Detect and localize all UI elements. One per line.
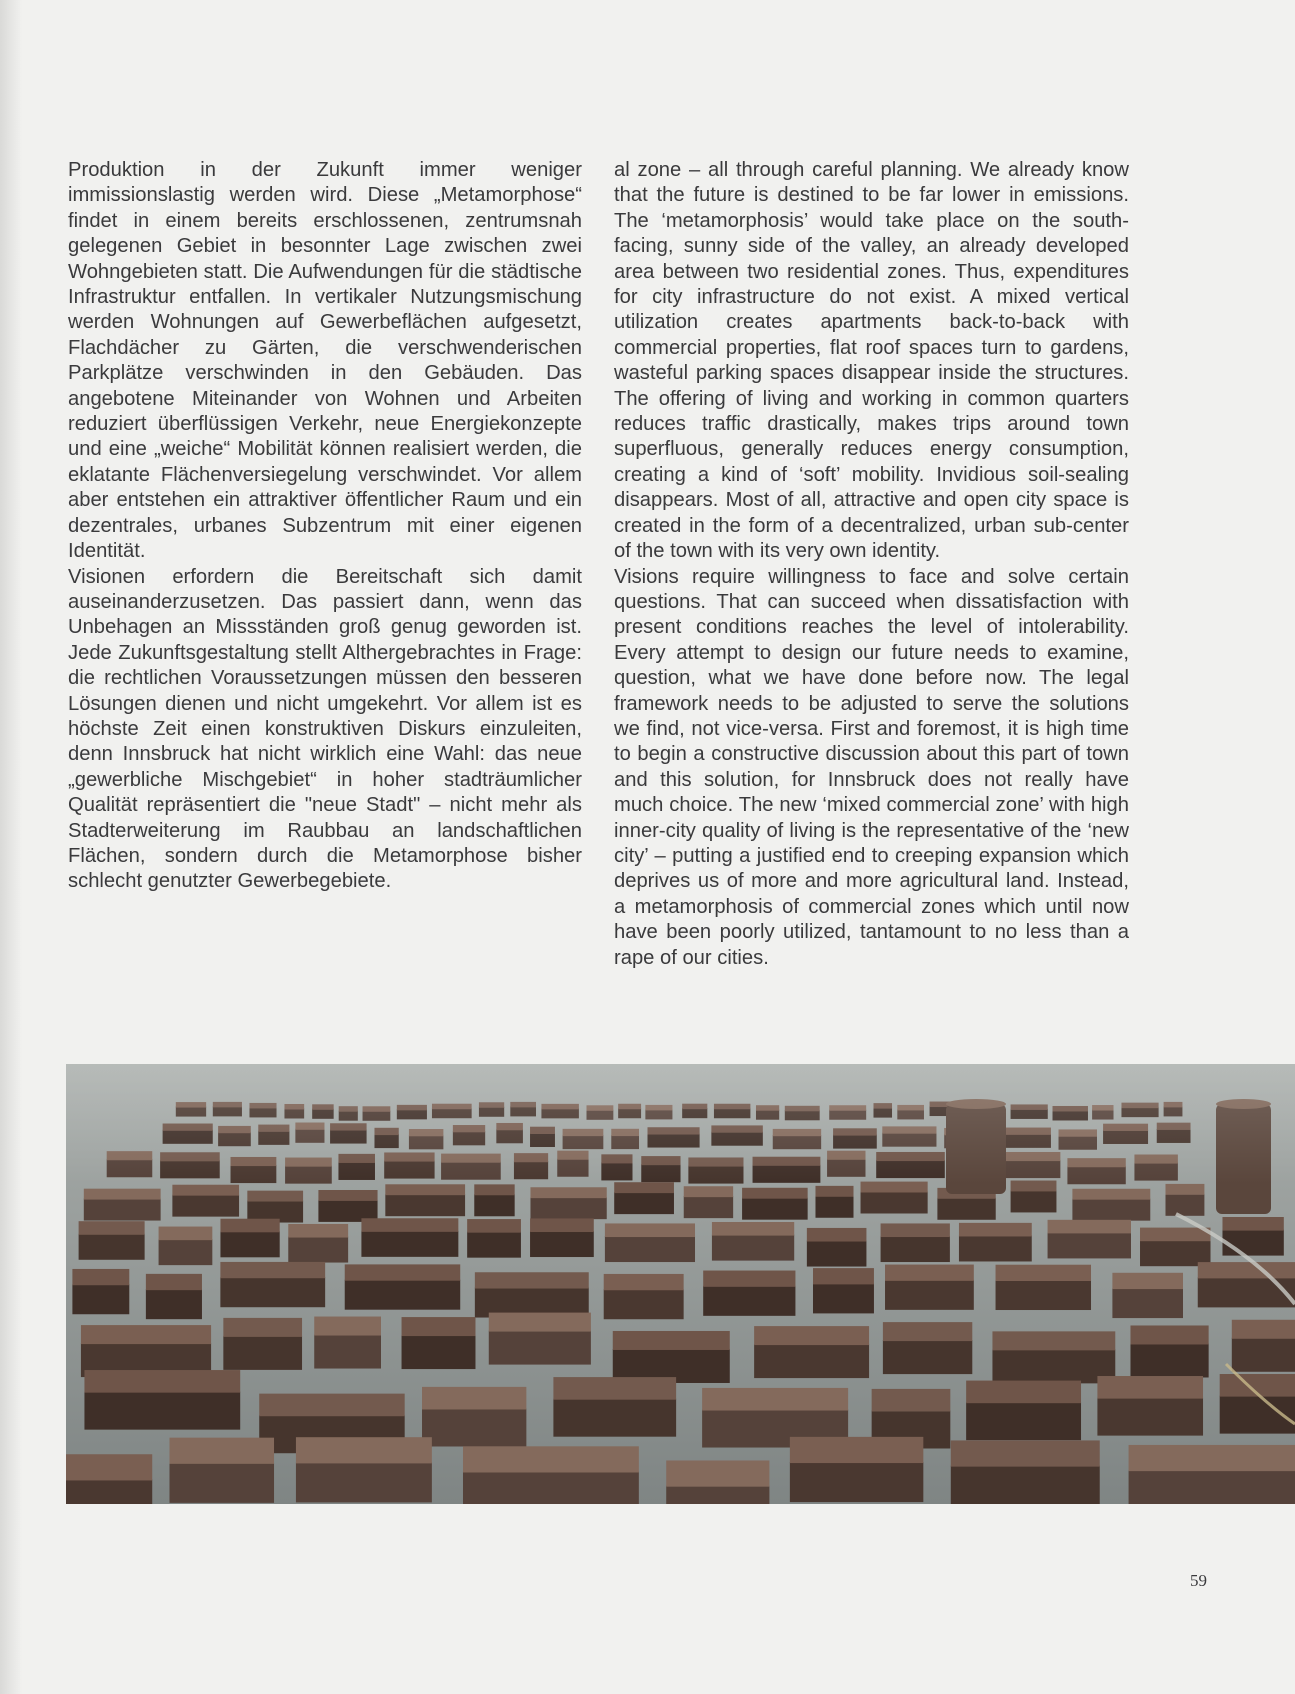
model-building-roof [807,1228,867,1242]
model-building-roof [959,1223,1032,1237]
model-building-roof [247,1191,303,1202]
model-building-side [712,1235,794,1261]
model-building-side [790,1462,923,1502]
model-building-roof [475,1272,589,1288]
model-building-side [885,1280,974,1310]
model-building-roof [712,1222,794,1236]
model-building-roof [79,1221,145,1235]
model-building-side [604,1289,684,1319]
model-building-roof [885,1265,974,1281]
model-building-roof [790,1437,923,1463]
model-building-side [959,1235,1032,1261]
model-building-roof [1130,1325,1208,1344]
model-building-roof [530,1218,594,1232]
model-building-side [1165,1194,1204,1216]
model-building-side [530,1231,594,1257]
model-building-roof [385,1184,465,1195]
model-building-roof [66,1454,152,1480]
model-building-side [84,1199,161,1221]
model-building-side [966,1402,1081,1440]
model-building-side [530,1197,606,1219]
model-building-side [220,1231,279,1257]
model-building-side [861,1191,928,1213]
model-building-side [1198,1277,1295,1307]
model-building-roof [159,1227,213,1241]
model-building-roof [223,1318,302,1337]
model-building-side [1011,1190,1057,1212]
model-building-side [385,1194,465,1216]
model-building-roof [742,1188,808,1199]
model-building-roof [345,1264,460,1280]
model-building-roof [754,1326,869,1345]
model-building-roof [703,1271,795,1287]
model-building-roof [296,1437,432,1463]
model-building-roof [996,1265,1091,1281]
model-building-side [169,1463,274,1503]
model-building-side [666,1486,769,1504]
model-building-roof [1097,1376,1203,1399]
english-paragraph-1: al zone – all through careful planning. We already know that the future is destined to be far lower in emissions. The ‘metamorphosis’ would take place on the south-facing, sunny side of the valley, an already developed area between two residential zones. Thus, expenditures for city infrastructure do not exist. A mixed vertical utilization creates apartments back-to-back with commercial properties, flat roof spaces turn to gardens, wasteful parking spaces disappear inside the structures. The offering of living and working in common quarters reduces traffic drastically, makes trips around town superfluous, generally reduces energy consumption, creating a kind of ‘soft’ mobility. Invidious soil-sealing disappears. Most of all, attractive and open city space is created in the form of a decentralized, urban sub-center of the town with its very own identity. [614,159,1129,563]
model-building-roof [1165,1184,1204,1195]
model-building-roof [463,1446,639,1472]
german-text-column [68,158,582,895]
model-building-roof [361,1218,458,1232]
model-building-side [813,1283,874,1313]
model-building-side [754,1344,869,1378]
model-building-side [1222,1230,1283,1256]
model-building-roof [1140,1228,1210,1242]
model-building-roof [605,1223,695,1237]
model-building-side [474,1194,514,1216]
model-building-side [463,1472,639,1504]
english-paragraph-2: Visions require willingness to face and solve certain questions. That can succeed when dissatisfaction with present conditions reaches the level of intolerability. Every attempt to design our future needs to examine, question, what we have done before now. The legal framework needs to be adjusted to serve the solutions we find, not vice-versa. First and foremost, it is high time to begin a constructive discussion about this part of town and this solution, for Innsbruck does not really have much choice. The new ‘mixed commercial zone’ with high inner-city quality of living is the representative of the ‘new city’ – putting a justified end to creeping expansion which deprives us of more and more agricultural land. Instead, a metamorphosis of commercial zones which until now have been poorly utilized, tantamount to no less than a rape of our cities. [614,565,1129,969]
page-number: 59 [1190,1571,1207,1590]
book-gutter-shadow [0,0,22,1694]
model-building-side [467,1232,521,1258]
model-building-side [1097,1398,1203,1436]
model-building-side [296,1462,432,1502]
model-building-roof [318,1190,377,1201]
model-building-side [72,1284,129,1314]
model-building-side [220,1277,325,1307]
model-building-roof [288,1224,348,1238]
model-building-roof [684,1186,733,1197]
english-text-column [614,158,1129,971]
model-building-roof [951,1440,1100,1466]
model-building-roof [881,1223,950,1237]
model-building-roof [402,1317,476,1336]
model-building-side [951,1466,1100,1504]
model-building-roof [883,1322,972,1341]
model-building-roof [467,1219,521,1233]
model-building-side [422,1408,526,1446]
model-building-side [288,1237,348,1263]
model-building-roof [666,1460,769,1486]
model-building-roof [146,1274,202,1290]
model-building-side [553,1399,676,1437]
model-building-roof [530,1187,606,1198]
model-building-roof [1072,1189,1150,1200]
model-building-side [345,1280,460,1310]
model-building-roof [1198,1262,1295,1278]
model-building-roof [872,1389,951,1412]
model-building-side [992,1349,1115,1383]
model-building-side [223,1336,302,1370]
model-building-side [684,1196,733,1218]
model-building-side [489,1331,591,1365]
city-model-photo [66,1064,1295,1504]
model-building-side [146,1289,202,1319]
model-building-side [172,1195,239,1217]
model-building-side [1048,1232,1131,1258]
model-building-roof [81,1325,211,1344]
model-building-roof [1232,1320,1295,1339]
model-building-roof [84,1189,161,1200]
model-building-roof [1129,1445,1295,1471]
model-building-roof [72,1269,129,1285]
wooden-city-model-image [66,1064,1295,1504]
model-building-roof [1048,1220,1131,1234]
model-building-side [314,1335,381,1369]
german-paragraph-2: Visionen erfordern die Bereitschaft sich damit auseinanderzusetzen. Das passiert dann, wenn das Unbehagen an Missständen groß genug geworden ist. Jede Zukunftsgestaltung stellt Althergebrachtes in Frage: die rechtlichen Voraussetzungen müssen den besseren Lösungen dienen und nicht umgekehrt. Vor allem ist es höchste Zeit einen konstruktiven Diskurs einzuleiten, denn Innsbruck hat nicht wirklich eine Wahl: das neue „gewerbliche Mischgebiet“ in hoher stadträumlicher Qualität repräsentiert die "neue Stadt" – nicht mehr als Stadterweiterung im Raubbau an landschaftlichen Flächen, sondern durch die Metamorphose bisher schlecht genutzter Gewerbegebiete. [68,565,582,893]
model-building-roof [604,1274,684,1290]
model-building-side [703,1286,795,1316]
model-building-side [361,1231,458,1257]
model-building-roof [966,1381,1081,1404]
model-building-roof [613,1331,730,1350]
model-building-roof [314,1317,381,1336]
model-building-side [1129,1470,1295,1504]
model-building-side [79,1234,145,1260]
german-paragraph-1: Produktion in der Zukunft immer weniger immissionslastig werden wird. Diese „Metamorphose“ findet in einem bereits erschlossenen, zentrumsnah gelegenen Gebiet in besonnter Lage zwischen zwei Wohngebieten statt. Die Aufwendungen für die städtische Infrastruktur entfallen. In vertikaler Nutzungsmischung werden Wohnungen auf Gewerbeflächen aufgesetzt, Flachdächer zu Gärten, die verschwenderischen Parkplätze verschwinden in den Gebäuden. Das angebotene Miteinander von Wohnen und Arbeiten reduziert überflüssigen Verkehr, neue Energiekonzepte und eine „weiche“ Mobilität können realisiert werden, die eklatante Flächenversiegelung verschwindet. Vor allem aber entstehen ein attraktiver öffentlicher Raum und ein dezentrales, urbanes Subzentrum mit einer eigenen Identität. [68,159,582,563]
model-building-side [1072,1199,1150,1221]
model-building-roof [84,1370,240,1393]
model-building-side [605,1236,695,1262]
model-building-side [1232,1338,1295,1372]
model-building-side [1130,1343,1208,1377]
model-building-side [402,1335,476,1369]
model-building-roof [259,1394,404,1417]
model-building-roof [220,1219,279,1233]
model-building-roof [702,1388,848,1411]
model-building-roof [815,1186,853,1197]
model-building-roof [553,1377,676,1400]
model-building-roof [220,1262,325,1278]
model-building-side [159,1239,213,1265]
model-building-roof [422,1387,526,1410]
model-building-side [66,1479,152,1504]
model-building-side [84,1392,240,1430]
model-building-side [996,1280,1091,1310]
model-building-side [742,1198,808,1220]
model-building-roof [1222,1217,1283,1231]
model-building-side [937,1198,995,1220]
model-building-side [614,1192,674,1214]
model-building-side [881,1236,950,1262]
model-building-side [883,1340,972,1374]
model-building-side [1112,1288,1183,1318]
model-building-side [807,1241,867,1267]
model-building-roof [489,1313,591,1332]
model-building-roof [474,1184,514,1195]
model-building-roof [1112,1273,1183,1289]
model-building-roof [992,1331,1115,1350]
model-building-roof [813,1268,874,1284]
model-building-side [815,1196,853,1218]
model-building-roof [172,1185,239,1196]
model-building-roof [169,1438,274,1464]
